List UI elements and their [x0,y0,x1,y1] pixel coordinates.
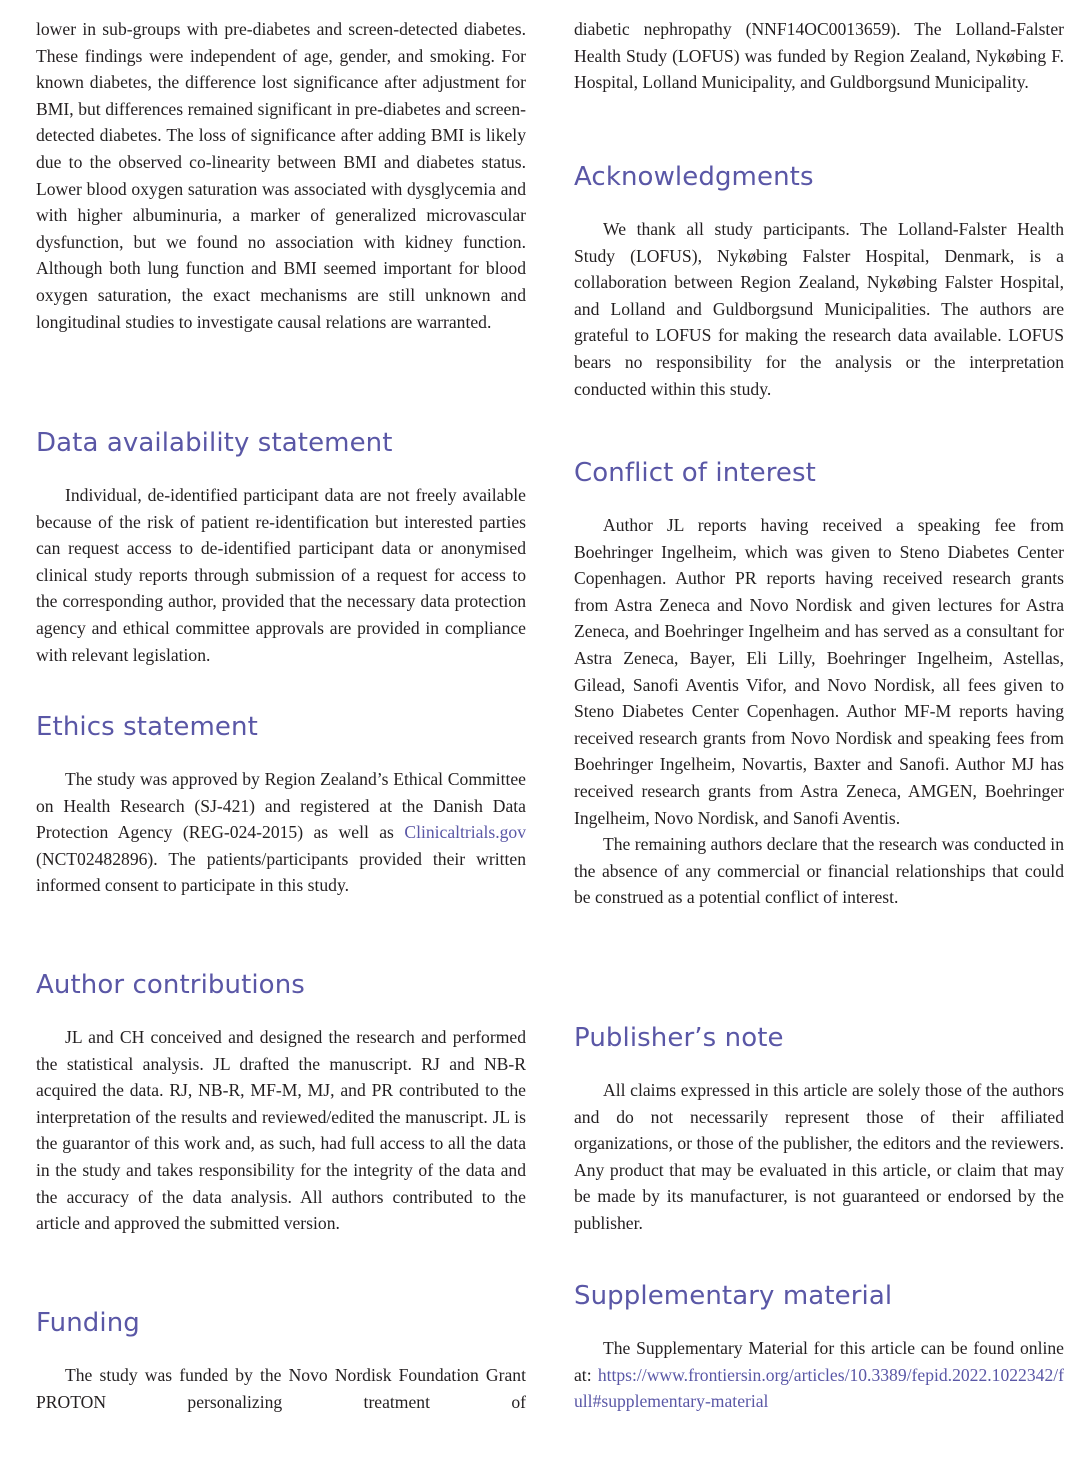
funding-continued-paragraph: diabetic nephropathy (NNF14OC0013659). The Lolland-Falster Health Study (LOFUS) was funded by Region Zealand, Nykøbing F. Hospital, Lolland Municipality, and Guldborgsund Municipality. [574,19,1064,93]
supplementary-material-heading: Supplementary material [574,1281,893,1311]
data-availability-heading: Data availability statement [36,428,393,458]
conflict-of-interest-heading: Conflict of interest [574,458,816,488]
conflict-paragraph-1: Author JL reports having received a speaking fee from Boehringer Ingelheim, which was given to Steno Diabetes Center Copenhagen. Author PR reports having received research grants from Astra Zeneca and Novo Nordisk and given lectures for Astra Zeneca, and Boehringer Ingelheim and has served as a consultant for Astra Zeneca, Bayer, Eli Lilly, Boehringer Ingelheim, Astellas, Gilead, Sanofi Aventis Vifor, and Novo Nordisk, all fees given to Steno Diabetes Center Copenhagen. Author MF-M reports having received research grants from Novo Nordisk and speaking fees from Boehringer Ingelheim, Novartis, Baxter and Sanofi. Author MJ has received research grants from Astra Zeneca, AMGEN, Boehringer Ingelheim, Novo Nordisk, and Sanofi Aventis. [574,515,1064,828]
publishers-note-heading: Publisher’s note [574,1023,784,1053]
data-availability-section [36,426,526,668]
funding-section [36,1306,526,1415]
supplementary-paragraph [574,1335,1064,1415]
supplementary-material-section [574,1279,1064,1415]
publishers-note-section [574,1021,1064,1237]
author-contributions-heading: Author contributions [36,970,305,1000]
ethics-paragraph [36,766,526,899]
ethics-heading: Ethics statement [36,712,258,742]
author-contributions-paragraph: JL and CH conceived and designed the research and performed the statistical analysis. JL drafted the manuscript. RJ and NB-R acquired the data. RJ, NB-R, MF-M, MJ, and PR contributed to the interpretation of the results and reviewed/edited the manuscript. JL is the guarantor of this work and, as such, had full access to all the data in the study and takes responsibility for the integrity of the data and the accuracy of the data analysis. All authors contributed to the article and approved the submitted version. [36,1027,526,1234]
funding-heading: Funding [36,1308,140,1338]
ethics-section [36,710,526,899]
ethics-text-before-link: The study was approved by Region Zealand’s Ethical Committee on Health Research (SJ-421) and registered at the Danish Data Protection Agency (REG-024-2015) as well as [36,769,526,843]
clinicaltrials-link[interactable]: Clinicaltrials.gov [404,822,526,843]
discussion-continued-section [36,16,526,335]
ethics-text-after-link: (NCT02482896). The patients/participants provided their written informed consent to participate in this study. [36,848,526,896]
discussion-continued-paragraph: lower in sub-groups with pre-diabetes and screen-detected diabetes. These findings were independent of age, gender, and smoking. For known diabetes, the difference lost significance after adjustment for BMI, but differences remained significant in pre-diabetes and screen-detected diabetes. The loss of significance after adding BMI is likely due to the observed co-linearity between BMI and diabetes status. Lower blood oxygen saturation was associated with dysglycemia and with higher albuminuria, a marker of generalized microvascular dysfunction, but we found no association with kidney function. Although both lung function and BMI seemed important for blood oxygen saturation, the exact mechanisms are still unknown and longitudinal studies to investigate causal relations are warranted. [36,19,526,332]
conflict-of-interest-section [574,456,1064,911]
acknowledgments-heading: Acknowledgments [574,162,814,192]
acknowledgments-paragraph: We thank all study participants. The Lolland-Falster Health Study (LOFUS), Nykøbing Falster Hospital, Denmark, is a collaboration between Region Zealand, Nykøbing Falster Hospital, and Lolland and Guldborgsund Municipalities. The authors are grateful to LOFUS for making the research data available. LOFUS bears no responsibility for the analysis or the interpretation conducted within this study. [574,219,1064,399]
publishers-note-paragraph: All claims expressed in this article are solely those of the authors and do not necessarily represent those of their affiliated organizations, or those of the publisher, the editors and the reviewers. Any product that may be evaluated in this article, or claim that may be made by its manufacturer, is not guaranteed or endorsed by the publisher. [574,1080,1064,1233]
funding-continued-section [574,16,1064,96]
supplementary-material-link[interactable]: https://www.frontiersin.org/articles/10.3389/fepid.2022.1022342/full#supplementary-material [574,1364,1064,1412]
conflict-paragraph-2: The remaining authors declare that the research was conducted in the absence of any commercial or financial relationships that could be construed as a potential conflict of interest. [574,834,1064,908]
data-availability-paragraph: Individual, de-identified participant data are not freely available because of the risk of patient re-identification but interested parties can request access to de-identified participant data or anonymised clinical study reports through submission of a request for access to the corresponding author, provided that the necessary data protection agency and ethical committee approvals are provided in compliance with relevant legislation. [36,485,526,665]
author-contributions-section [36,968,526,1237]
acknowledgments-section [574,160,1064,402]
funding-paragraph: The study was funded by the Novo Nordisk Foundation Grant PROTON personalizing treatment of [36,1365,526,1412]
supplementary-text: The Supplementary Material for this article can be found online at: [574,1338,1064,1385]
